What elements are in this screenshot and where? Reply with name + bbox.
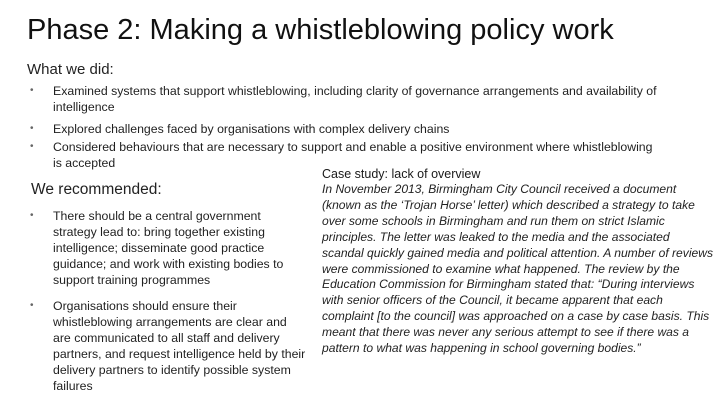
case-study-box [322, 166, 714, 357]
list-item [27, 121, 667, 137]
case-study-text: In November 2013, Birmingham City Council received a document (known as the ‘Trojan Horse’ letter) which described a strategy to take over some schools in Birmingham and run them on strict Islamic principles. The letter was leaked to the media and the associated scandal quickly gained media and political attention. A number of reviews were commissioned to examine what happened. The review by the Education Commission for Birmingham stated that: “During interviews with senior officers of the Council, it became apparent that each complaint [to the council] was approached on a case by case basis. This meant that there was never any serious attempt to see if there was a pattern to what was happening in school governing bodies.” [322, 182, 714, 356]
what-we-did-label: What we did: [27, 61, 114, 78]
bullet-icon: • [30, 85, 34, 96]
list-item-text: There should be a central government strategy lead to: bring together existing intelligence; disseminate good practice guidance; and work with existing bodies to support training programmes [53, 209, 284, 287]
list-item-text: Examined systems that support whistleblowing, including clarity of governance arrangements and availability of intelligence [53, 84, 657, 114]
we-recommended-label: We recommended: [31, 181, 162, 198]
bullet-icon: • [30, 210, 34, 221]
slide-title: Phase 2: Making a whistleblowing policy work [27, 14, 614, 46]
bullet-icon: • [30, 300, 34, 311]
list-item [27, 83, 667, 115]
list-item-text: Explored challenges faced by organisations with complex delivery chains [53, 122, 450, 136]
we-recommended-list [27, 208, 307, 403]
case-study-heading: Case study: lack of overview [322, 167, 481, 181]
list-item-text: Considered behaviours that are necessary to support and enable a positive environment where whistleblowing is accepted [53, 140, 653, 170]
bullet-icon: • [30, 141, 34, 152]
bullet-icon: • [30, 123, 34, 134]
what-we-did-list [27, 83, 667, 177]
list-item [27, 208, 307, 288]
list-item [27, 298, 307, 394]
list-item-text: Organisations should ensure their whistleblowing arrangements are clear and are communicated to all staff and delivery partners, and request intelligence held by their delivery partners to identify possible system failures [53, 299, 306, 393]
